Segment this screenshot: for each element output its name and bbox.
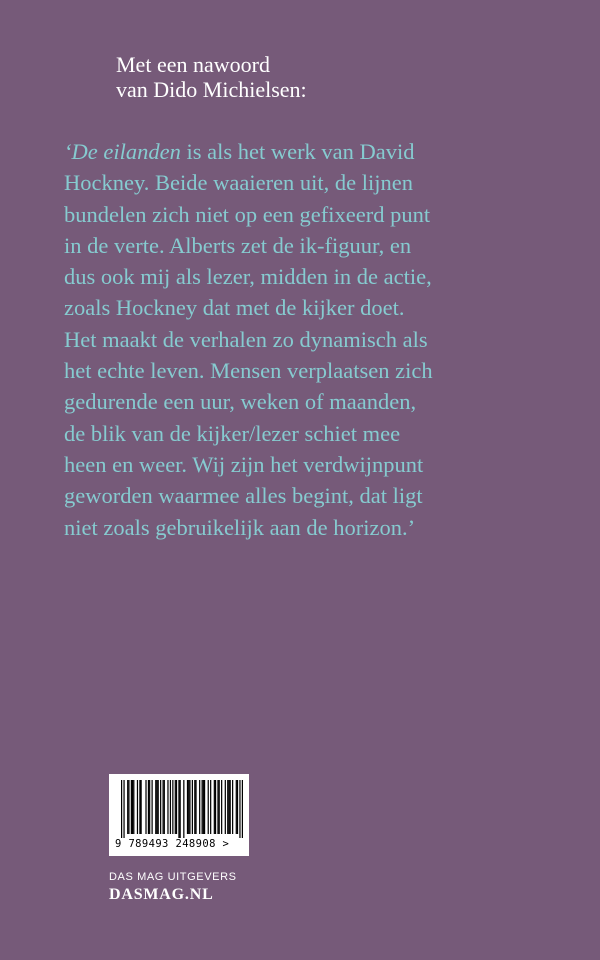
- barcode-bar: [232, 780, 233, 834]
- barcode-bar: [149, 780, 150, 834]
- quote-line: zoals Hockney dat met de kijker doet.: [64, 295, 405, 321]
- publisher-website: DASMAG.NL: [109, 886, 214, 903]
- publisher-block: [109, 870, 237, 906]
- quote-line: bundelen zich niet op een gefixeerd punt: [64, 201, 431, 227]
- barcode-bar: [225, 780, 226, 834]
- barcode-bar: [137, 780, 138, 834]
- intro-line-2: van Dido Michielsen:: [116, 77, 307, 102]
- barcode-bar: [242, 780, 243, 838]
- barcode-bar: [162, 780, 163, 834]
- barcode-bar: [123, 780, 124, 838]
- afterword-intro: [116, 52, 516, 102]
- barcode-bar: [167, 780, 168, 834]
- quote-line-1: [64, 136, 564, 167]
- barcode-bar: [227, 780, 228, 834]
- quote-line: de blik van de kijker/lezer schiet mee: [64, 420, 401, 446]
- quote-book-title: ‘De eilanden: [64, 139, 181, 164]
- barcode-bar: [183, 780, 184, 838]
- barcode-bar: [230, 780, 231, 834]
- barcode-bar: [139, 780, 140, 834]
- barcode-bar: [127, 780, 128, 834]
- barcode-bar: [192, 780, 193, 834]
- barcode-bar: [128, 780, 129, 834]
- publisher-name: DAS MAG UITGEVERS: [109, 871, 237, 883]
- quote-line: in de verte. Alberts zet de ik-figuur, en: [64, 232, 412, 258]
- barcode-bar: [176, 780, 177, 834]
- barcode-bar: [188, 780, 189, 834]
- barcode-bar: [158, 780, 159, 834]
- quote-line: geworden waarmee alles begint, dat ligt: [64, 483, 423, 509]
- barcode-bar: [164, 780, 165, 834]
- barcode-bars: [109, 774, 249, 838]
- blurb-quote: [64, 136, 564, 543]
- barcode-bar: [121, 780, 122, 838]
- barcode-bar: [208, 780, 209, 834]
- barcode-bar: [217, 780, 218, 834]
- isbn-number: 9 789493 248908 >: [115, 838, 230, 850]
- barcode-bar: [175, 780, 176, 834]
- barcode-bar: [160, 780, 161, 834]
- quote-line: het echte leven. Mensen verplaatsen zich: [64, 358, 433, 384]
- barcode-bar: [239, 780, 240, 838]
- barcode-bar: [172, 780, 173, 834]
- barcode-bar: [170, 780, 171, 834]
- barcode-bar: [189, 780, 190, 834]
- barcode-bar: [215, 780, 216, 834]
- barcode-bar: [148, 780, 149, 834]
- barcode-bar: [219, 780, 220, 834]
- barcode-bar: [195, 780, 196, 834]
- barcode-bar: [237, 780, 238, 834]
- barcode-bar: [194, 780, 195, 834]
- barcode-bar: [178, 780, 179, 838]
- barcode-bar: [131, 780, 132, 834]
- quote-line-1-rest: is als het werk van David: [180, 139, 415, 164]
- barcode-bar: [133, 780, 134, 834]
- barcode-bar: [141, 780, 142, 834]
- barcode-bar: [236, 780, 237, 834]
- barcode-bar: [203, 780, 204, 834]
- barcode-bar: [204, 780, 205, 834]
- barcode-bar: [187, 780, 188, 834]
- isbn-barcode: [109, 774, 249, 856]
- barcode-bar: [210, 780, 211, 834]
- barcode-bar: [214, 780, 215, 834]
- quote-line: Hockney. Beide waaieren uit, de lijnen: [64, 170, 414, 196]
- barcode-bar: [132, 780, 133, 834]
- quote-line: niet zoals gebruikelijk aan de horizon.’: [64, 514, 416, 540]
- barcode-bar: [145, 780, 146, 834]
- barcode-bar: [199, 780, 200, 834]
- barcode-bar: [155, 780, 156, 834]
- quote-line: gedurende een uur, weken of maanden,: [64, 389, 417, 415]
- quote-line: Het maakt de verhalen zo dynamisch als: [64, 326, 428, 352]
- barcode-bar: [152, 780, 153, 834]
- barcode-bar: [156, 780, 157, 834]
- barcode-bar: [228, 780, 229, 834]
- intro-line-1: Met een nawoord: [116, 52, 270, 77]
- quote-line: dus ook mij als lezer, midden in de actie,: [64, 264, 432, 290]
- quote-line: heen en weer. Wij zijn het verdwijnpunt: [64, 451, 424, 477]
- barcode-bar: [180, 780, 181, 838]
- barcode-bar: [221, 780, 222, 834]
- barcode-bar: [202, 780, 203, 834]
